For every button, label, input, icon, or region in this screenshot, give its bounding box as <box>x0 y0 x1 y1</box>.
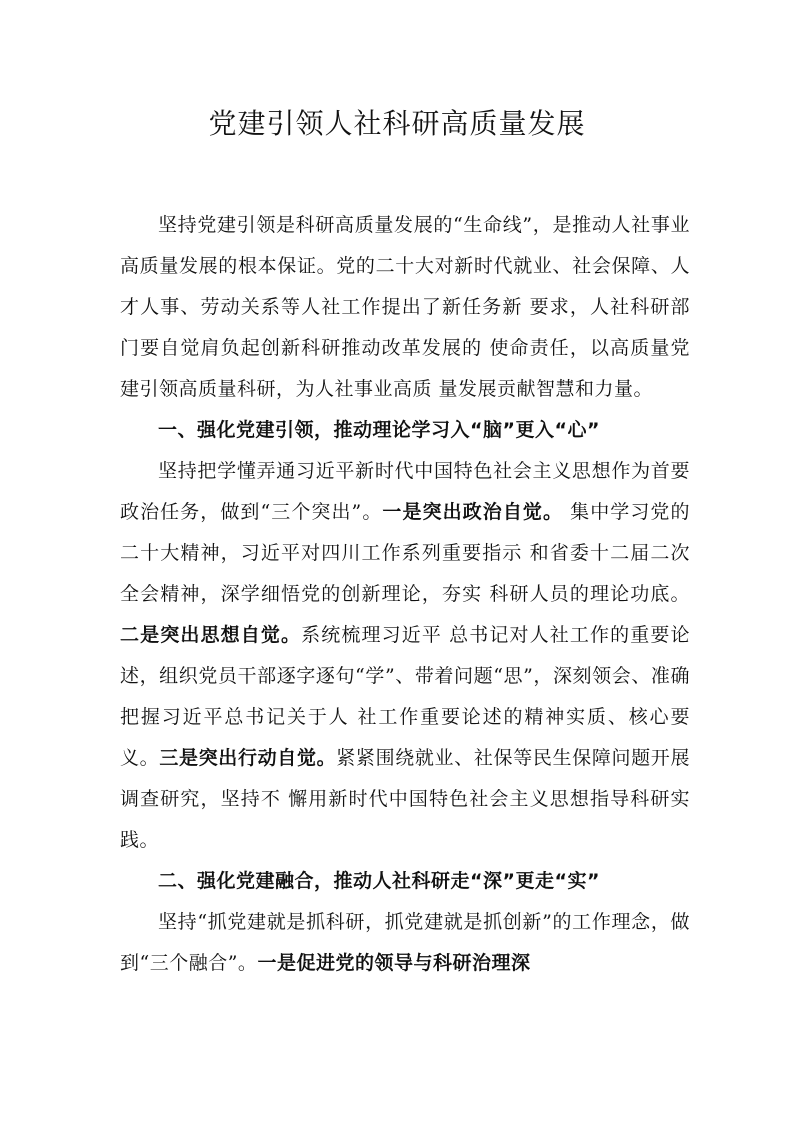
section-2-lead: 坚持“抓党建就是抓科研，抓党建就是抓创新”的工作理念，做到“三个融合”。 <box>120 911 690 974</box>
document-title: 党建引领人社科研高质量发展 <box>208 107 586 140</box>
section-1-point-1-text: 集中学习党的二十大精神，习近平对四川工作系列重要指示 和省委十二届二次全会精神，深学细悟党的创新理论，夯实 科研人员的理论功底。 <box>120 501 690 605</box>
section-1-point-2-text: 系统梳理习近平 总书记对人社工作的重要论述，组织党员干部逐字逐句“学”、带着问题“思”，深刻领会、准确把握习近平总书记关于人 社工作重要论述的精神实质、核心要义。 <box>120 624 690 769</box>
section-1-point-1-title: 一是突出政治自觉。 <box>382 501 564 523</box>
document-body <box>120 205 690 984</box>
section-2-heading: 二、强化党建融合，推动人社科研走“深”更走“实” <box>158 870 600 892</box>
section-1-point-3-title: 三是突出行动自觉。 <box>159 747 337 769</box>
section-1-point-2-title: 二是突出思想自觉。 <box>120 624 302 646</box>
section-1-heading: 一、强化党建引领，推动理论学习入“脑”更入“心” <box>158 419 600 441</box>
section-1-lead: 坚持把学懂弄通习近平新时代中国特色社会主义思想作为首要政治任务，做到“三个突出”。 <box>120 460 690 523</box>
section-1-point-3-text: 紧紧围绕就业、社保等民生保障问题开展调查研究，坚持不 懈用新时代中国特色社会主义思想指导科研实践。 <box>120 747 690 851</box>
section-2-point-1-title: 一是促进党的领导与科研治理深 <box>257 952 531 974</box>
section-1-paragraph <box>120 451 690 861</box>
intro-paragraph: 坚持党建引领是科研高质量发展的“生命线”，是推动人社事业高质量发展的根本保证。党的二十大对新时代就业、社会保障、人才人事、劳动关系等人社工作提出了新任务新 要求，人社科研部门要自觉肩负起创新科研推动改革发展的 使命责任，以高质量党建引领高质量科研，为人社事业高质 量发展贡献智慧和力量。 <box>120 214 690 400</box>
section-2-paragraph <box>120 902 690 984</box>
